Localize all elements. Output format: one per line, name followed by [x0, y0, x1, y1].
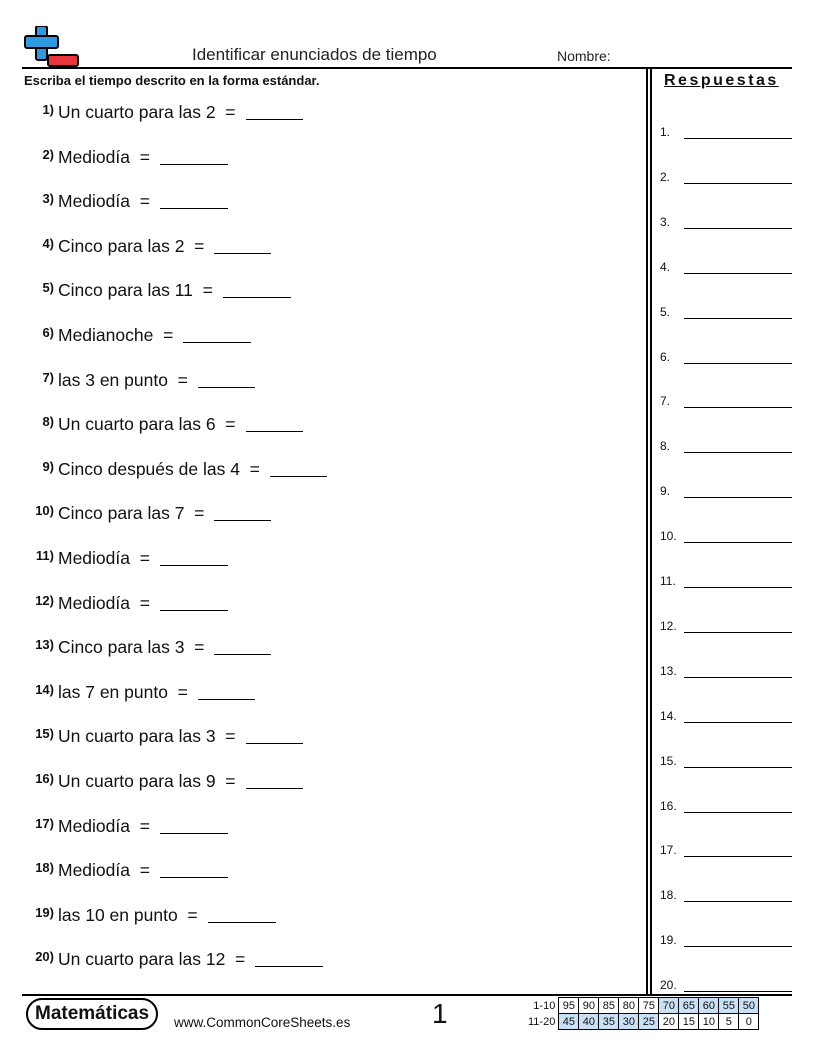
page-number: 1	[432, 998, 448, 1029]
problem-text: Un cuarto para las 9 =	[58, 771, 236, 791]
problem-item	[24, 459, 327, 483]
answer-row	[660, 660, 792, 678]
score-cell: 35	[599, 1014, 619, 1030]
answer-line[interactable]	[684, 946, 792, 947]
answer-row	[660, 390, 792, 408]
answer-row	[660, 570, 792, 588]
score-cell: 25	[639, 1014, 659, 1030]
score-cell: 30	[619, 1014, 639, 1030]
problem-text: Mediodía =	[58, 815, 150, 836]
website-link[interactable]: www.CommonCoreSheets.es	[174, 1015, 351, 1030]
problem-number: 4)	[42, 235, 54, 251]
answer-number: 13.	[660, 663, 677, 678]
problem-item	[24, 102, 303, 126]
answer-line[interactable]	[684, 497, 792, 498]
answer-blank[interactable]	[246, 102, 303, 120]
answer-line[interactable]	[684, 991, 792, 992]
answer-row	[660, 884, 792, 902]
problem-text: las 3 en punto =	[58, 369, 188, 390]
problem-item	[24, 637, 271, 661]
answer-number: 6.	[660, 349, 671, 364]
answer-blank[interactable]	[160, 816, 228, 834]
answer-line[interactable]	[684, 632, 792, 633]
answer-line[interactable]	[684, 318, 792, 319]
score-row-label: 1-10	[533, 999, 556, 1012]
footer-rule	[22, 994, 792, 996]
answer-row	[660, 615, 792, 633]
answer-blank[interactable]	[246, 414, 303, 432]
problem-number: 11)	[35, 548, 54, 563]
problem-text: Cinco para las 11 =	[58, 280, 213, 301]
answer-number: 18.	[660, 888, 677, 903]
problem-text: las 10 en punto =	[58, 904, 198, 925]
problem-item	[24, 280, 291, 304]
problem-number: 14)	[35, 681, 54, 697]
problem-number: 3)	[42, 191, 54, 207]
problem-item	[24, 325, 251, 349]
answer-blank[interactable]	[198, 370, 255, 388]
answer-number: 2.	[660, 169, 671, 184]
problem-item	[24, 147, 228, 171]
answer-column-divider-right	[650, 68, 652, 994]
answer-number: 1.	[660, 125, 671, 139]
problem-item	[24, 949, 323, 973]
answer-number: 14.	[660, 708, 677, 723]
answer-line[interactable]	[684, 138, 792, 139]
score-cell: 45	[559, 1014, 579, 1030]
answer-blank[interactable]	[160, 593, 228, 611]
answer-line[interactable]	[684, 542, 792, 543]
answer-row	[660, 750, 792, 768]
answer-row	[660, 435, 792, 453]
problem-item	[24, 860, 228, 884]
brand-badge: Matemáticas	[26, 998, 158, 1030]
answer-row	[660, 480, 792, 498]
score-cell: 10	[699, 1014, 719, 1030]
score-cell: 15	[679, 1014, 699, 1030]
instructions: Escriba el tiempo descrito en la forma estándar.	[24, 73, 320, 88]
score-cell: 55	[719, 998, 739, 1014]
answer-number: 7.	[660, 394, 671, 409]
problem-number: 20)	[35, 949, 54, 965]
problem-text: las 7 en punto =	[58, 681, 188, 702]
problem-text: Cinco después de las 4 =	[58, 458, 260, 479]
answer-blank[interactable]	[270, 459, 327, 477]
score-row-1-10	[526, 998, 759, 1014]
score-cell: 0	[739, 1014, 759, 1030]
answer-line[interactable]	[684, 407, 792, 408]
score-cell: 90	[579, 998, 599, 1014]
answer-blank[interactable]	[246, 771, 303, 789]
problem-item	[24, 548, 228, 572]
answer-row	[660, 211, 792, 229]
problem-number: 15)	[35, 726, 54, 742]
score-cell: 80	[619, 998, 639, 1014]
problem-item	[24, 503, 271, 527]
answer-line[interactable]	[684, 812, 792, 813]
problem-item	[24, 593, 228, 617]
problem-item	[24, 816, 228, 840]
answer-row	[660, 301, 792, 319]
score-cell: 75	[639, 998, 659, 1014]
answer-line[interactable]	[684, 901, 792, 902]
answer-number: 19.	[660, 933, 677, 948]
problem-number: 17)	[35, 815, 54, 831]
problem-text: Mediodía =	[58, 548, 150, 568]
answer-blank[interactable]	[198, 682, 255, 700]
answer-number: 4.	[660, 259, 671, 274]
answer-number: 3.	[660, 214, 671, 229]
answer-blank[interactable]	[214, 637, 271, 655]
answer-line[interactable]	[684, 587, 792, 588]
answer-row	[660, 795, 792, 813]
answer-blank[interactable]	[183, 325, 251, 343]
score-cell: 40	[579, 1014, 599, 1030]
problem-number: 12)	[35, 592, 54, 608]
problem-number: 5)	[42, 280, 54, 296]
problem-number: 16)	[35, 771, 54, 786]
plus-minus-icon	[24, 26, 80, 68]
answer-number: 12.	[660, 618, 677, 633]
problem-text: Medianoche =	[58, 325, 174, 345]
problem-text: Cinco para las 3 =	[58, 637, 205, 658]
answers-title: Respuestas	[664, 72, 779, 89]
answer-blank[interactable]	[160, 191, 228, 209]
problem-text: Un cuarto para las 2 =	[58, 102, 236, 122]
answer-line[interactable]	[684, 183, 792, 184]
problem-item	[24, 905, 276, 929]
answer-line[interactable]	[684, 722, 792, 723]
answer-line[interactable]	[684, 273, 792, 274]
answer-row	[660, 166, 792, 184]
answer-number: 8.	[660, 439, 671, 454]
problem-item	[24, 771, 303, 795]
answer-number: 17.	[660, 843, 677, 858]
problem-item	[24, 236, 271, 260]
score-cell: 60	[699, 998, 719, 1014]
answer-line[interactable]	[684, 856, 792, 857]
problem-number: 19)	[35, 904, 54, 920]
answer-number: 20.	[660, 978, 677, 993]
answer-blank[interactable]	[214, 503, 271, 521]
problem-number: 1)	[42, 102, 54, 117]
problem-number: 2)	[42, 146, 54, 162]
problem-item	[24, 414, 303, 438]
problem-item	[24, 682, 255, 706]
problem-number: 6)	[42, 325, 54, 340]
problem-text: Cinco para las 7 =	[58, 503, 205, 524]
problem-number: 18)	[35, 860, 54, 876]
score-cell: 5	[719, 1014, 739, 1030]
answer-row	[660, 839, 792, 857]
answer-blank[interactable]	[160, 860, 228, 878]
answer-blank[interactable]	[255, 949, 323, 967]
answer-line[interactable]	[684, 228, 792, 229]
score-table	[526, 997, 759, 1030]
score-cell: 20	[659, 1014, 679, 1030]
answer-row	[660, 256, 792, 274]
answer-row	[660, 525, 792, 543]
problem-item	[24, 370, 255, 394]
answer-row	[660, 929, 792, 947]
answer-line[interactable]	[684, 677, 792, 678]
answer-blank[interactable]	[160, 548, 228, 566]
answer-row	[660, 346, 792, 364]
page-title: Identificar enunciados de tiempo	[192, 45, 437, 64]
problem-text: Mediodía =	[58, 191, 150, 212]
problem-number: 8)	[42, 414, 54, 430]
problem-number: 13)	[35, 637, 54, 653]
answer-number: 10.	[660, 529, 677, 544]
answer-line[interactable]	[684, 452, 792, 453]
problem-number: 7)	[42, 369, 54, 385]
score-cell: 50	[739, 998, 759, 1014]
problem-text: Mediodía =	[58, 860, 150, 881]
score-row-label: 11-20	[528, 1015, 556, 1028]
score-cell: 70	[659, 998, 679, 1014]
problem-text: Un cuarto para las 12 =	[58, 949, 246, 970]
answer-number: 15.	[660, 753, 677, 768]
problem-item	[24, 726, 303, 750]
score-cell: 85	[599, 998, 619, 1014]
answer-blank[interactable]	[160, 147, 228, 165]
answer-row	[660, 121, 792, 139]
answer-number: 16.	[660, 798, 677, 813]
answer-column-divider-left	[646, 68, 648, 994]
problem-text: Cinco para las 2 =	[58, 235, 205, 256]
score-cell: 65	[679, 998, 699, 1014]
name-label: Nombre:	[557, 48, 611, 64]
score-cell: 95	[559, 998, 579, 1014]
answer-blank[interactable]	[214, 236, 271, 254]
answer-line[interactable]	[684, 767, 792, 768]
problem-item	[24, 191, 228, 215]
score-row-11-20	[526, 1014, 759, 1030]
header-rule	[22, 67, 792, 69]
problem-number: 10)	[35, 503, 54, 519]
answer-number: 9.	[660, 484, 671, 499]
answer-number: 5.	[660, 304, 671, 319]
problem-text: Un cuarto para las 6 =	[58, 414, 236, 435]
answer-row	[660, 974, 792, 992]
answer-blank[interactable]	[223, 280, 291, 298]
answer-blank[interactable]	[246, 726, 303, 744]
problem-text: Un cuarto para las 3 =	[58, 726, 236, 747]
problem-text: Mediodía =	[58, 592, 150, 613]
answer-blank[interactable]	[208, 905, 276, 923]
problem-text: Mediodía =	[58, 146, 150, 167]
answer-line[interactable]	[684, 363, 792, 364]
problem-number: 9)	[42, 458, 54, 474]
answer-number: 11.	[660, 574, 676, 588]
answer-row	[660, 705, 792, 723]
